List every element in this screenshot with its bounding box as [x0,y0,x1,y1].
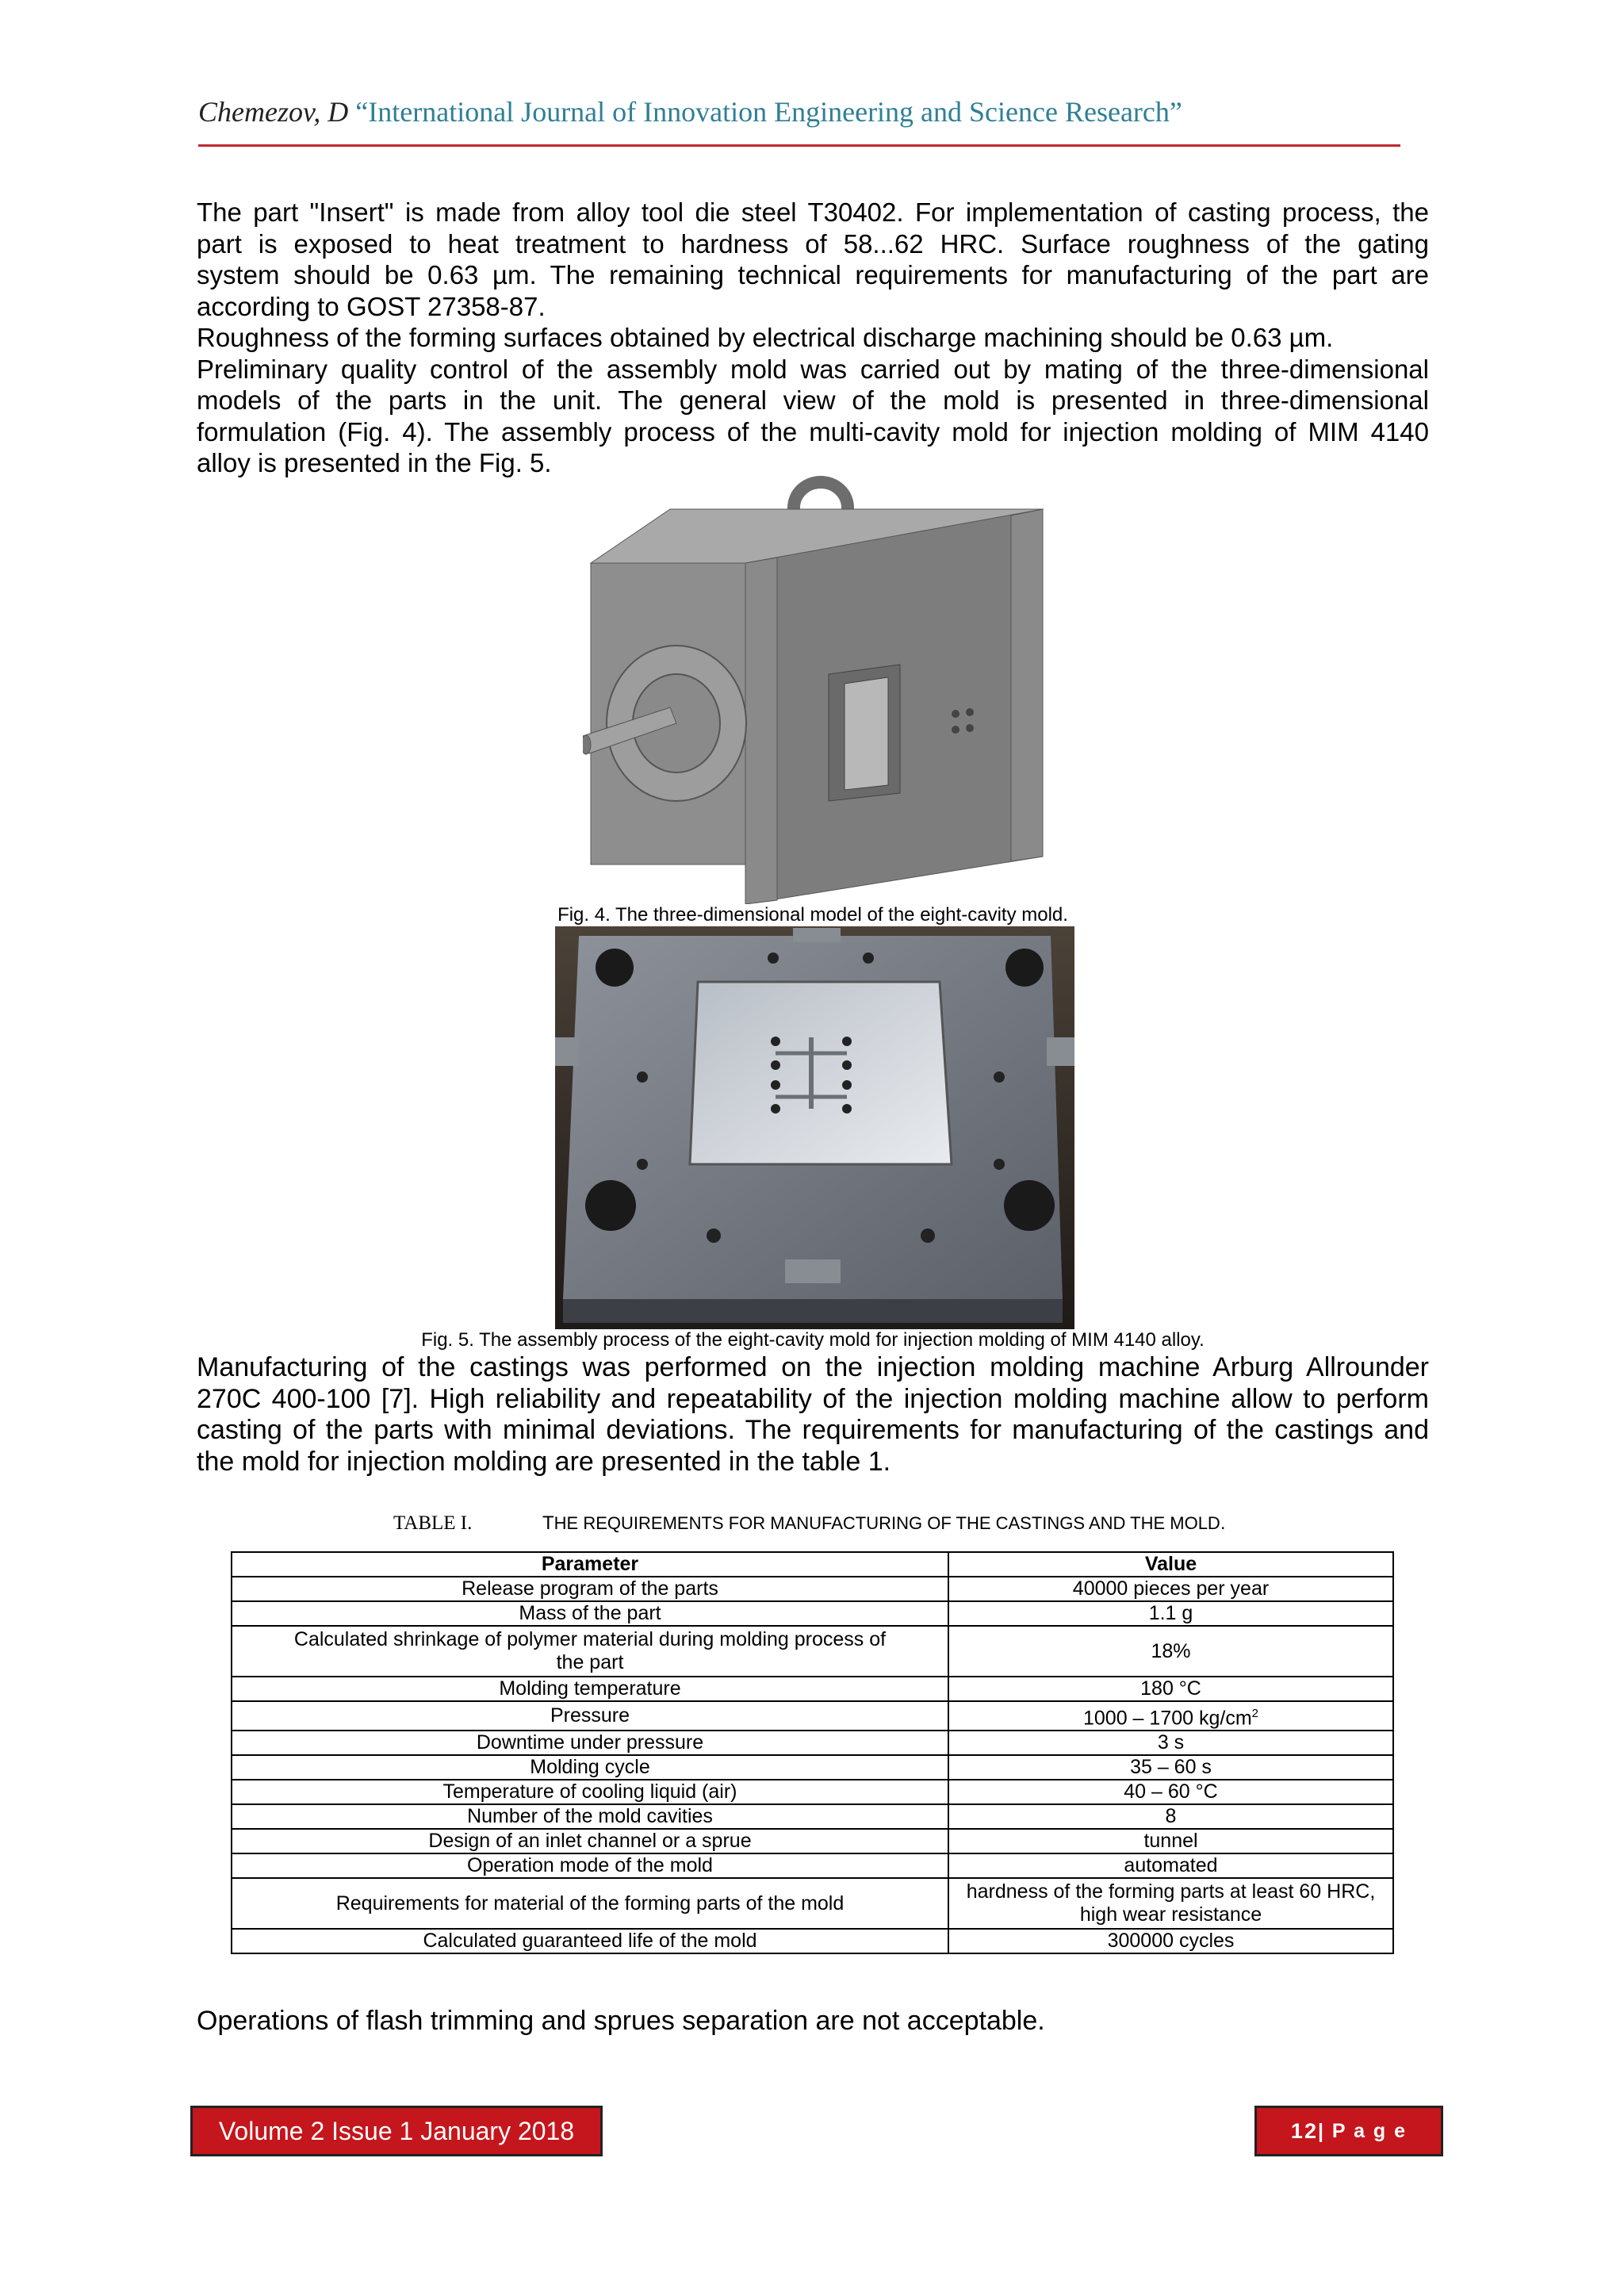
value-cell: 3 s [948,1731,1393,1755]
column-header-value: Value [948,1552,1393,1577]
paragraph-closing: Operations of flash trimming and sprues separation are not acceptable. [197,2006,1045,2036]
text-line: formulation (Fig. 4). The assembly process of the multi-cavity mold for injection molding of MIM 4140 [197,416,1429,447]
table-row [232,1731,1393,1755]
parameter-cell: Molding cycle [232,1755,948,1780]
parameter-cell: Pressure [232,1701,948,1731]
value-cell: 40 – 60 °C [948,1780,1393,1804]
text-line: part is exposed to heat treatment to hardness of 58...62 HRC. Surface roughness of the gating [197,228,1429,259]
figure-5-caption: Fig. 5. The assembly process of the eight-cavity mold for injection molding of MIM 4140 alloy. [421,1329,1205,1351]
value-cell: 8 [948,1804,1393,1829]
parameter-cell: Number of the mold cavities [232,1804,948,1829]
value-cell: 180 °C [948,1677,1393,1701]
text-line: Preliminary quality control of the assembly mold was carried out by mating of the three-dimensional [197,354,1429,384]
footer-volume: Volume 2 Issue 1 January 2018 [190,2106,603,2156]
value-cell: 1.1 g [948,1601,1393,1626]
table-title-first: T [542,1512,554,1534]
table-row [232,1878,1393,1929]
table-header-row [232,1552,1393,1577]
value-cell: automated [948,1853,1393,1878]
table-title: HE REQUIREMENTS FOR MANUFACTURING OF THE CASTINGS AND THE MOLD [553,1513,1220,1533]
header-divider [198,144,1400,147]
value-cell: hardness of the forming parts at least 60 HRC, high wear resistance [948,1878,1393,1929]
paragraph-manufacturing [197,1352,1429,1478]
figure-4-caption: Fig. 4. The three-dimensional model of the eight-cavity mold. [557,904,1068,926]
text-line: The part "Insert" is made from alloy tool die steel T30402. For implementation of casting process, the [197,197,1429,227]
value-cell: tunnel [948,1829,1393,1853]
text-line: models of the parts in the unit. The general view of the mold is presented in three-dimensional [197,385,1429,415]
parameter-cell: Temperature of cooling liquid (air) [232,1780,948,1804]
parameter-cell: Molding temperature [232,1677,948,1701]
text-line: 270C 400-100 [7]. High reliability and repeatability of the injection molding machine allow to perform [197,1383,1429,1414]
table-caption [393,1512,1226,1535]
table-row [232,1601,1393,1626]
footer-page [1254,2106,1443,2156]
running-header [198,95,1404,128]
value-text: 1000 – 1700 kg/cm [1083,1707,1252,1730]
table-row [232,1701,1393,1731]
text-line: Roughness of the forming surfaces obtained by electrical discharge machining should be 0.63 µm. [197,323,1334,352]
text-line: alloy is presented in the Fig. 5. [197,448,552,477]
text-line: the mold for injection molding are presented in the table 1. [197,1446,891,1477]
value-cell: 40000 pieces per year [948,1577,1393,1601]
parameter-cell: Calculated guaranteed life of the mold [232,1929,948,1953]
header-journal: “International Journal of Innovation Engineering and Science Research” [355,96,1182,128]
value-superscript: 2 [1251,1707,1258,1720]
value-cell [948,1701,1393,1731]
value-cell: 300000 cycles [948,1929,1393,1953]
text-line: system should be 0.63 µm. The remaining technical requirements for manufacturing of the part are [197,260,1429,289]
text-line: according to GOST 27358-87. [197,291,546,321]
table-row [232,1804,1393,1829]
column-header-parameter: Parameter [232,1552,948,1577]
parameter-cell: Operation mode of the mold [232,1853,948,1878]
text-line: casting of the parts with minimal deviations. The requirements for manufacturing of the castings and [197,1415,1429,1445]
page-label: | P a g e [1317,2119,1408,2142]
figure-4-mold-model [583,476,1055,904]
value-cell: 35 – 60 s [948,1755,1393,1780]
text-line: Manufacturing of the castings was performed on the injection molding machine Arburg Allrounder [197,1352,1429,1382]
value-cell: 18% [948,1626,1393,1677]
parameter-cell: Downtime under pressure [232,1731,948,1755]
table-row [232,1755,1393,1780]
paragraph-intro [197,197,1429,479]
table-row [232,1677,1393,1701]
table-title-end: . [1220,1512,1226,1534]
figure-5-mold-photo [555,926,1074,1329]
parameter-cell: Calculated shrinkage of polymer material during molding process of the part [232,1626,948,1677]
table-row [232,1853,1393,1878]
table-number: TABLE I. [393,1512,473,1534]
parameter-cell: Release program of the parts [232,1577,948,1601]
table-row [232,1626,1393,1677]
table-row [232,1929,1393,1953]
header-author: Chemezov, D [198,96,349,128]
requirements-table [231,1551,1394,1954]
table-row [232,1780,1393,1804]
table-row [232,1577,1393,1601]
parameter-cell: Requirements for material of the forming parts of the mold [232,1878,948,1929]
parameter-cell: Mass of the part [232,1601,948,1626]
parameter-cell: Design of an inlet channel or a sprue [232,1829,948,1853]
page-number: 12 [1290,2118,1318,2143]
table-row [232,1829,1393,1853]
